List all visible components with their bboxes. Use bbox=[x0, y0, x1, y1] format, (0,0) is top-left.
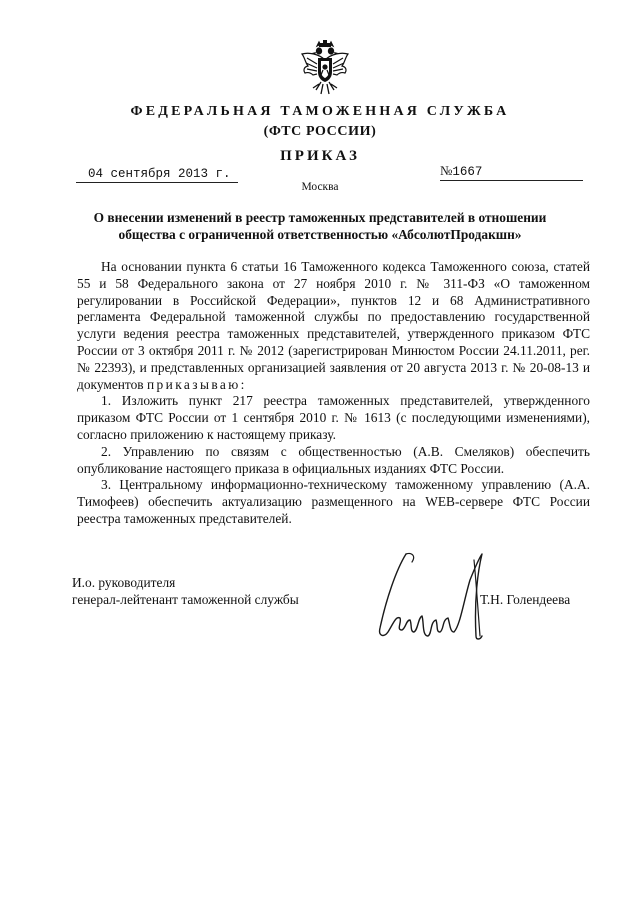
signatory-position bbox=[72, 574, 299, 608]
item-2: 2. Управлению по связям с общественностью (А.В. Смеляков) обеспечить опубликование настоящего приказа в официальных изданиях ФТС России. bbox=[77, 443, 590, 476]
number-sign: № bbox=[440, 163, 453, 178]
agency-short-name: (ФТС РОССИИ) bbox=[263, 124, 377, 139]
city: Москва bbox=[301, 181, 339, 193]
order-title: О внесении изменений в реестр таможенных представителей в отношении общества с ограниченной ответственностью «АбсолютПродакшн» bbox=[93, 210, 547, 242]
number-value: 1667 bbox=[452, 165, 483, 179]
order-number bbox=[440, 162, 583, 181]
order-date: 04 сентября 2013 г. bbox=[76, 166, 238, 183]
prikazyvayu: приказываю: bbox=[146, 376, 247, 392]
agency-name: ФЕДЕРАЛЬНАЯ ТАМОЖЕННАЯ СЛУЖБА bbox=[130, 104, 510, 119]
coat-of-arms-icon bbox=[299, 40, 351, 96]
item-1: 1. Изложить пункт 217 реестра таможенных представителей, утвержденного приказом ФТС России от 1 сентября 2010 г. № 1613 (с последующими изменениями), согласно приложению к настоящему приказу. bbox=[77, 393, 590, 442]
item-3: 3. Центральному информационно-техническому таможенному управлению (А.А. Тимофеев) обеспечить актуализацию размещенного на WEB-сервере ФТС России реестра таможенных представителей. bbox=[77, 477, 590, 526]
preamble-text: На основании пункта 6 статьи 16 Таможенного кодекса Таможенного союза, статей 55 и 58 Федерального закона от 27 ноября 2010 г. № 311-ФЗ «О таможенном регулировании в Российской Федерации», пунктов 12 и 68 Административного регламента Федеральной таможенной службы по предоставлению государственной услуги ведения реестра таможенных представителей, утвержденного приказом ФТС России от 3 октября 2011 г. № 2012 (зарегистрирован Минюстом России 24.11.2011, рег. № 22393), и представленных организацией заявления от 20 августа 2013 г. № 20-08-13 и документов bbox=[77, 259, 590, 392]
order-body bbox=[77, 259, 590, 528]
signatory-name: Т.Н. Голендеева bbox=[480, 592, 571, 607]
document-type: ПРИКАЗ bbox=[280, 148, 360, 164]
position-line-2: генерал-лейтенант таможенной службы bbox=[72, 592, 299, 607]
preamble-paragraph bbox=[77, 259, 590, 393]
position-line-1: И.о. руководителя bbox=[72, 575, 176, 590]
